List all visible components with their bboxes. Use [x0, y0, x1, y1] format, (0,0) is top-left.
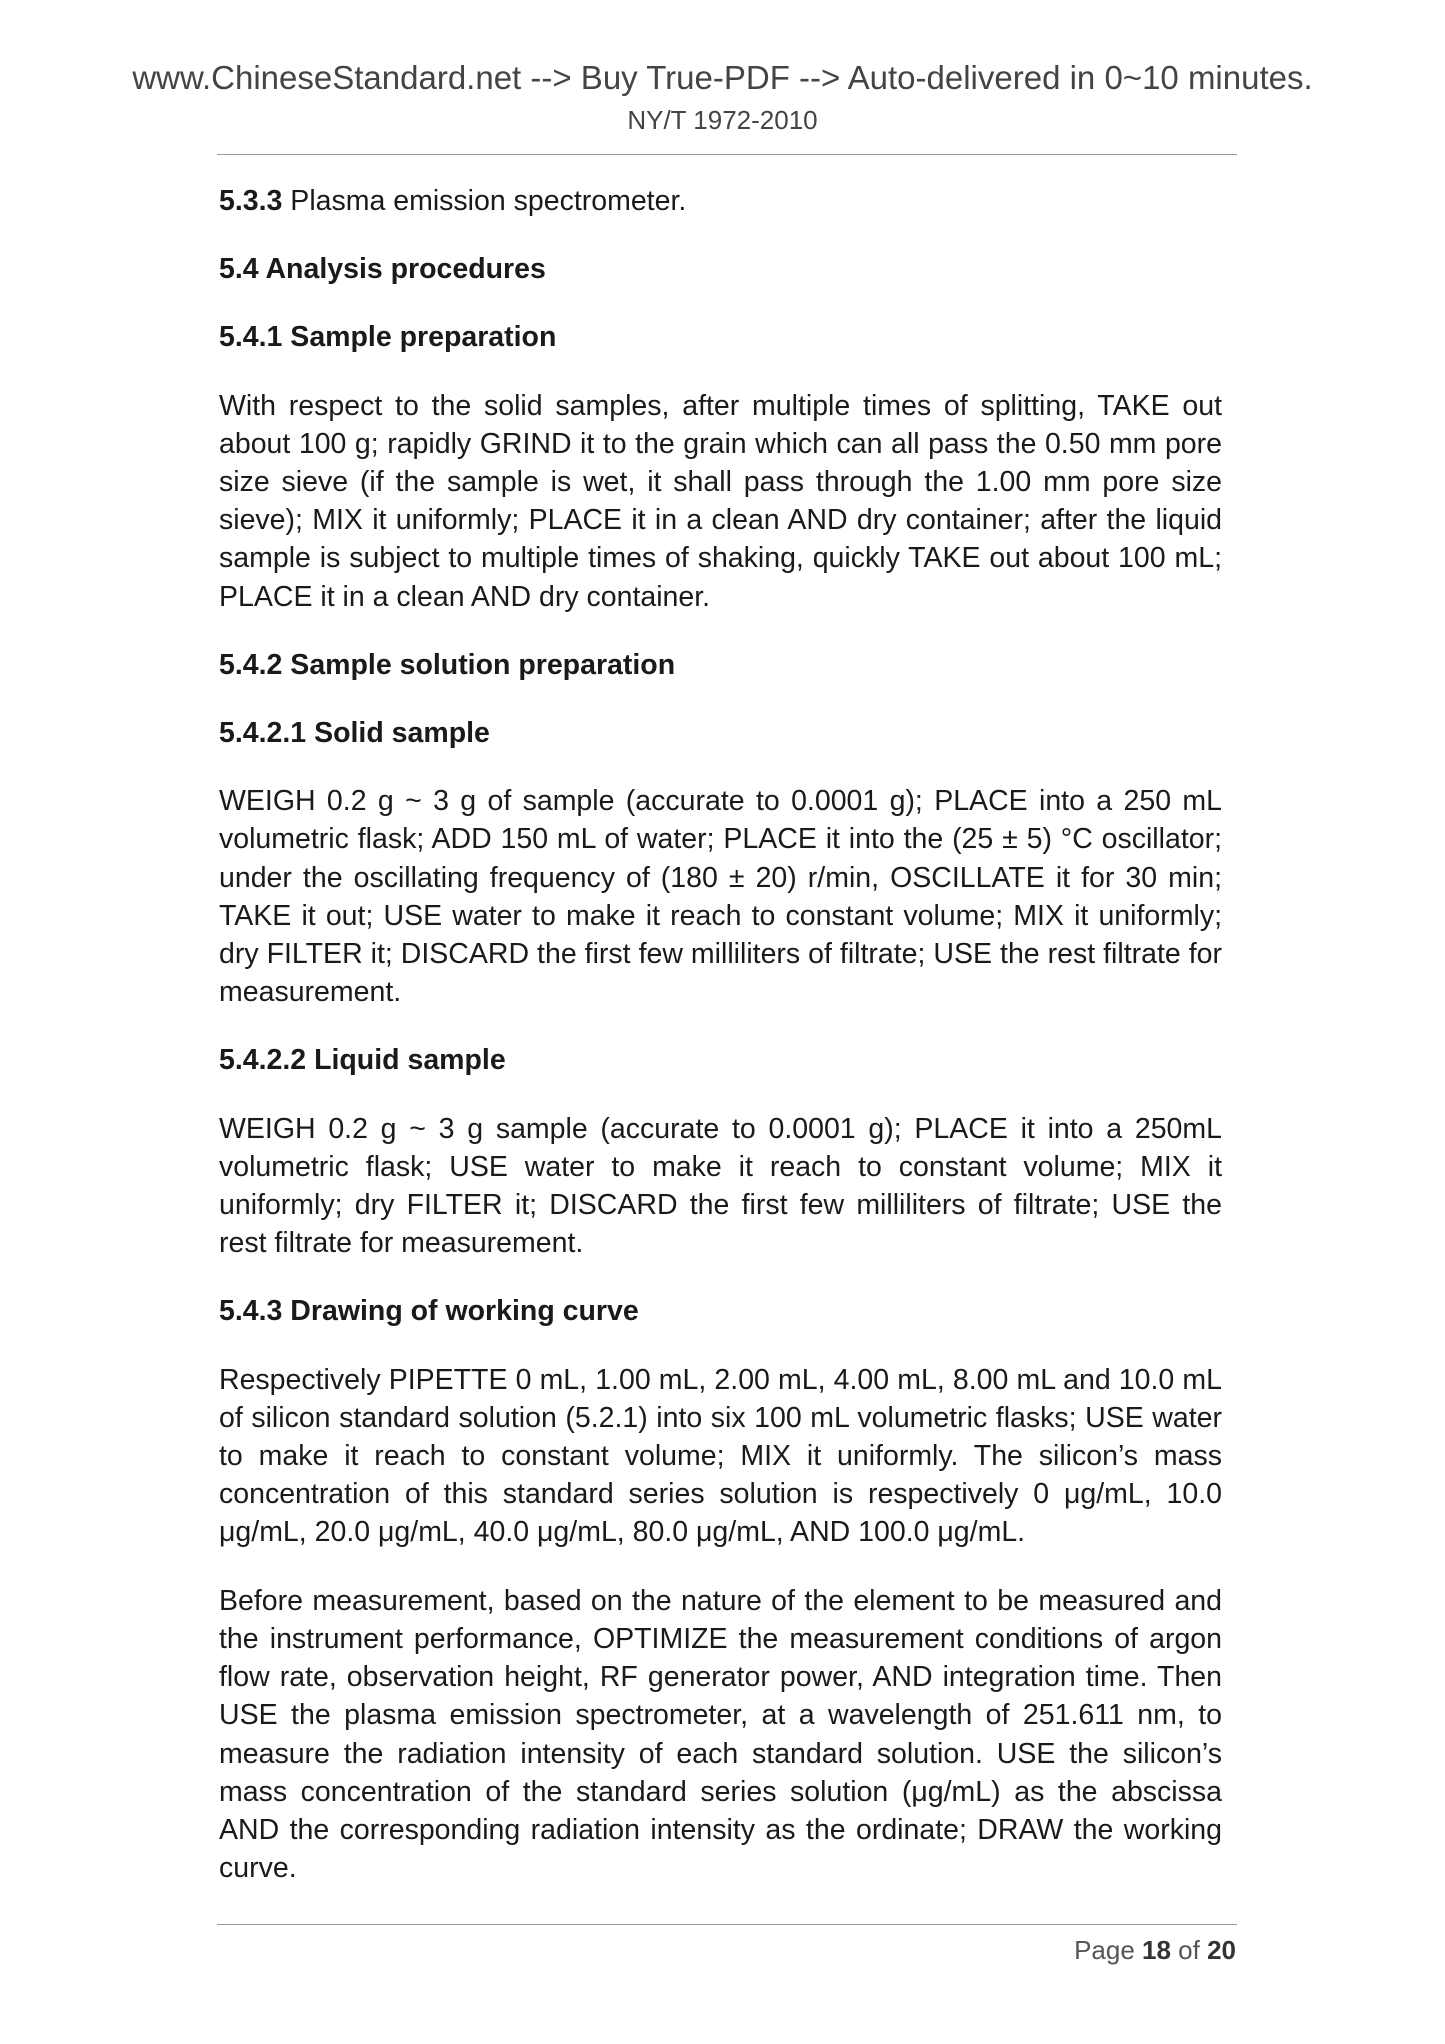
- heading-5-4-3: 5.4.3 Drawing of working curve: [219, 1295, 639, 1328]
- page-number: [1074, 1933, 1236, 1967]
- page-label: Page: [1074, 1935, 1143, 1965]
- heading-5-4-2: 5.4.2 Sample solution preparation: [219, 648, 676, 681]
- paragraph-5-4-1: With respect to the solid samples, after multiple times of splitting, TAKE out about 100 g; rapidly GRIND it to the grain which can all pass the 0.50 mm pore size sieve (if the sample is wet, it shall pass through the 1.00 mm pore size sieve); MIX it uniformly; PLACE it in a clean AND dry container; after the liquid sample is subject to multiple times of shaking, quickly TAKE out about 100 mL; PLACE it in a clean AND dry container.: [219, 389, 1222, 613]
- header-banner: www.ChineseStandard.net --> Buy True-PDF --> Auto-delivered in 0~10 minutes.: [132, 59, 1313, 96]
- paragraph-5-4-2-2: WEIGH 0.2 g ~ 3 g sample (accurate to 0.0001 g); PLACE it into a 250mL volumetric flask; USE water to make it reach to constant volume; MIX it uniformly; dry FILTER it; DISCARD the first few milliliters of filtrate; USE the rest filtrate for measurement.: [219, 1112, 1222, 1260]
- paragraph-5-4-3-b: Before measurement, based on the nature of the element to be measured and the instrument performance, OPTIMIZE the measurement conditions of argon flow rate, observation height, RF generator power, AND integration time. Then USE the plasma emission spectrometer, at a wavelength of 251.611 nm, to measure the radiation intensity of each standard solution. USE the silicon’s mass concentration of the standard series solution (μg/mL) as the abscissa AND the corresponding radiation intensity as the ordinate; DRAW the working curve.: [219, 1584, 1222, 1885]
- footer-divider: [217, 1924, 1237, 1925]
- of-label: of: [1170, 1935, 1208, 1965]
- total-pages: 20: [1207, 1935, 1236, 1965]
- heading-5-4-1: 5.4.1 Sample preparation: [219, 321, 557, 354]
- clause-number: 5.3.3: [219, 185, 283, 217]
- standard-code: NY/T 1972-2010: [627, 105, 818, 135]
- heading-5-4-2-2: 5.4.2.2 Liquid sample: [219, 1044, 506, 1077]
- clause-text: Plasma emission spectrometer.: [282, 185, 687, 217]
- header-divider: [217, 154, 1237, 155]
- current-page: 18: [1142, 1935, 1171, 1965]
- paragraph-5-4-2-1: WEIGH 0.2 g ~ 3 g of sample (accurate to 0.0001 g); PLACE into a 250 mL volumetric flask; ADD 150 mL of water; PLACE it into the (25 ± 5) °C oscillator; under the oscillating frequency of (180 ± 20) r/min, OSCILLATE it for 30 min; TAKE it out; USE water to make it reach to constant volume; MIX it uniformly; dry FILTER it; DISCARD the first few milliliters of filtrate; USE the rest filtrate for measurement.: [219, 785, 1222, 1009]
- paragraph-5-4-3-a: Respectively PIPETTE 0 mL, 1.00 mL, 2.00 mL, 4.00 mL, 8.00 mL and 10.0 mL of silicon standard solution (5.2.1) into six 100 mL volumetric flasks; USE water to make it reach to constant volume; MIX it uniformly. The silicon’s mass concentration of this standard series solution is respectively 0 μg/mL, 10.0 μg/mL, 20.0 μg/mL, 40.0 μg/mL, 80.0 μg/mL, AND 100.0 μg/mL.: [219, 1363, 1222, 1549]
- heading-5-4-2-1: 5.4.2.1 Solid sample: [219, 717, 490, 750]
- clause-5-3-3: [219, 182, 1222, 220]
- heading-5-4: 5.4 Analysis procedures: [219, 253, 546, 286]
- document-body: [219, 182, 1222, 1887]
